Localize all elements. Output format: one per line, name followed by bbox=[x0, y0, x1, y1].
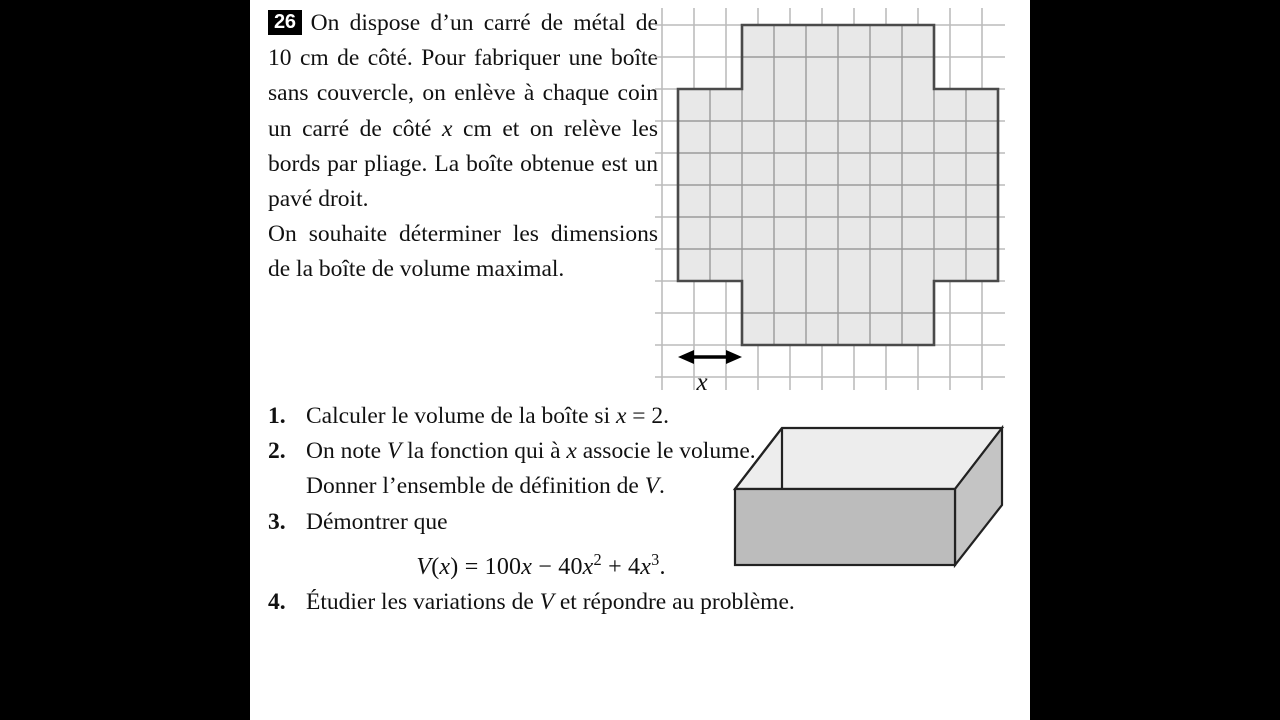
exercise-number-badge: 26 bbox=[268, 10, 302, 35]
question-body bbox=[306, 585, 968, 620]
question-2-variable-x: x bbox=[566, 438, 577, 465]
question-2-text-a: On note bbox=[306, 438, 387, 465]
question-2-extra-a: Donner l’ensemble de définition de bbox=[306, 473, 645, 500]
question-2-extra-function-v: V bbox=[644, 473, 660, 500]
question-1-text-a: Calculer le volume de la boîte si bbox=[306, 403, 616, 429]
formula-exp-3: 3 bbox=[651, 549, 660, 569]
statement-text-part-2: cm et on relève les bords par pliage. La boîte obtenue est un pavé droit. bbox=[268, 115, 659, 213]
formula-arg: x bbox=[439, 553, 451, 580]
question-1-text-b: = 2. bbox=[626, 403, 670, 429]
question-item-4 bbox=[268, 585, 968, 620]
formula-x2: x bbox=[582, 553, 594, 580]
formula-x1: x bbox=[521, 553, 533, 580]
exercise-statement bbox=[268, 6, 658, 288]
formula-exp-2: 2 bbox=[593, 549, 602, 569]
grid-svg bbox=[655, 0, 1015, 395]
box-front-face bbox=[735, 489, 955, 565]
formula-lhs: V bbox=[416, 553, 432, 580]
open-box-figure bbox=[720, 405, 1020, 580]
statement-paragraph-1 bbox=[268, 6, 658, 217]
question-1-variable-x: x bbox=[615, 403, 627, 429]
question-4-function-v: V bbox=[539, 589, 554, 616]
question-4-text-a: Étudier les variations de bbox=[306, 589, 540, 616]
textbook-page bbox=[250, 0, 1030, 720]
question-2-extra-b: . bbox=[659, 473, 665, 500]
formula-x3: x bbox=[640, 553, 652, 580]
double-headed-arrow-icon bbox=[678, 350, 742, 364]
question-4-text-b: et répondre au problème. bbox=[553, 589, 795, 616]
question-number: 4. bbox=[268, 589, 286, 616]
metal-square-grid-figure bbox=[655, 0, 1015, 395]
formula-equals: = bbox=[464, 553, 479, 580]
grid-label-x: x bbox=[696, 369, 708, 395]
letterbox-bar-right bbox=[1030, 0, 1280, 720]
question-2-text-b: la fonction qui à bbox=[401, 438, 567, 465]
question-2-text-c: associe le volume. bbox=[576, 438, 756, 465]
question-2-function-v: V bbox=[386, 438, 402, 465]
statement-variable-x: x bbox=[442, 115, 453, 142]
question-number: 1. bbox=[268, 403, 286, 429]
question-number: 2. bbox=[268, 438, 286, 465]
box-svg bbox=[720, 405, 1020, 580]
volume-formula: $V(x) = 100x - 40x^2 + 4x^3$. bbox=[416, 549, 666, 580]
statement-paragraph-2: On souhaite déterminer les dimensions de la boîte de volume maximal. bbox=[268, 221, 658, 283]
question-number: 3. bbox=[268, 508, 286, 535]
statement-text-part-1: On dispose d’un carré de métal de 10 cm de côté. Pour fabriquer une boîte sans couvercle, on enlève à chaque coin un carré de côté bbox=[268, 10, 658, 142]
question-3-text: Démontrer que bbox=[306, 508, 448, 535]
letterbox-bar-left bbox=[0, 0, 250, 720]
